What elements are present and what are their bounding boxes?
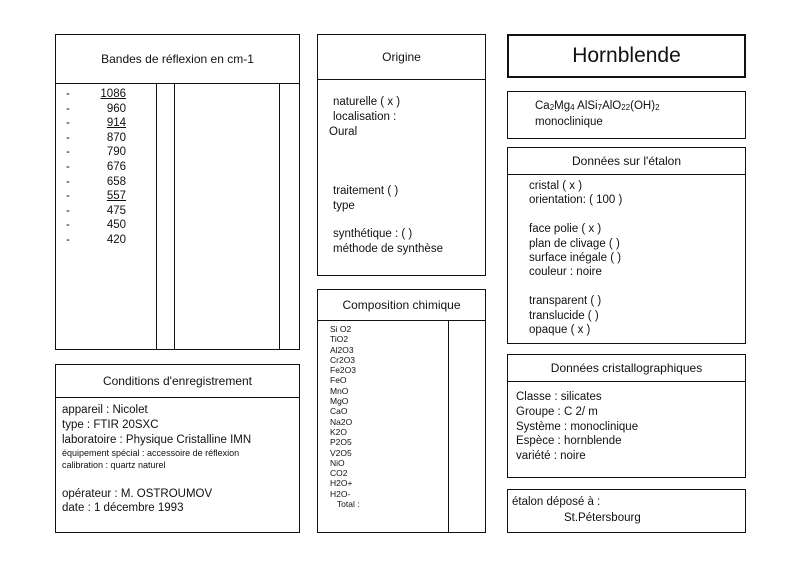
band-item <box>66 131 126 146</box>
band-value: 1086 <box>100 88 126 100</box>
transparent-field: transparent ( ) <box>529 295 602 307</box>
band-item <box>66 145 126 160</box>
band-value: 658 <box>106 175 126 188</box>
appareil-field: appareil : Nicolet <box>62 404 148 416</box>
formula-element: Ca <box>535 100 550 112</box>
conditions-title: Conditions d'enregistrement <box>102 374 253 388</box>
equipement-field: équipement spécial : accessoire de réflexion <box>62 448 240 458</box>
band-item <box>66 189 126 204</box>
formula-subscript: 2 <box>655 103 660 112</box>
traitement-field: traitement ( ) <box>333 185 399 197</box>
band-value: 450 <box>106 219 126 232</box>
band-dash: - <box>66 146 70 159</box>
composition-header <box>318 290 485 321</box>
band-dash: - <box>66 117 70 130</box>
cristallo-header <box>508 355 745 382</box>
composition-item: MgO <box>330 396 349 407</box>
band-item <box>66 175 126 190</box>
bands-title: Bandes de réflexion en cm-1 <box>101 52 254 66</box>
mineral-formula <box>535 99 660 115</box>
composition-item: NiO <box>330 457 345 468</box>
depot-place: St.Pétersbourg <box>564 512 641 524</box>
bands-list <box>66 87 126 248</box>
band-dash: - <box>66 131 70 144</box>
composition-item: H2O- <box>330 488 351 499</box>
calibration-field: calibration : quartz naturel <box>62 460 166 470</box>
crystal-system: monoclinique <box>535 116 603 128</box>
cristallo-panel <box>507 354 746 478</box>
band-item <box>66 87 126 102</box>
band-item <box>66 218 126 233</box>
systeme-field: Système : monoclinique <box>516 421 639 433</box>
band-item <box>66 233 126 248</box>
composition-item: Al2O3 <box>330 344 354 355</box>
band-dash: - <box>66 175 70 188</box>
band-dash: - <box>66 219 70 232</box>
band-value: 914 <box>106 117 126 130</box>
espece-field: Espèce : hornblende <box>516 435 622 447</box>
band-dash: - <box>66 204 70 217</box>
couleur-field: couleur : noire <box>529 266 602 278</box>
band-dash: - <box>66 102 70 115</box>
groupe-field: Groupe : C 2/ m <box>516 406 598 418</box>
localisation-value: Oural <box>329 126 358 138</box>
band-dash: - <box>66 88 70 100</box>
composition-item: Total : <box>330 499 360 510</box>
formula-subscript: 2 <box>549 103 555 112</box>
bands-panel <box>55 34 300 350</box>
band-value: 557 <box>106 190 126 203</box>
composition-item: V2O5 <box>330 447 352 458</box>
etalon-header <box>508 148 745 175</box>
cristallo-title: Données cristallographiques <box>550 361 703 375</box>
column-divider <box>279 83 280 349</box>
type-field: type <box>333 200 355 212</box>
conditions-panel <box>55 364 300 533</box>
band-value: 676 <box>106 160 126 173</box>
origine-panel <box>317 34 486 276</box>
band-value: 475 <box>106 204 126 217</box>
composition-item: H2O+ <box>330 478 353 489</box>
mineral-title-box <box>507 34 746 78</box>
composition-list <box>330 324 360 509</box>
band-item <box>66 204 126 219</box>
orientation-field: orientation: ( 100 ) <box>529 194 623 206</box>
column-divider <box>448 320 449 532</box>
plan-clivage-field: plan de clivage ( ) <box>529 238 620 250</box>
formula-element: AlO <box>602 100 622 112</box>
origine-header <box>318 35 485 80</box>
classe-field: Classe : silicates <box>516 391 602 403</box>
formula-box <box>507 91 746 139</box>
band-item <box>66 160 126 175</box>
translucide-field: translucide ( ) <box>529 310 599 322</box>
methode-field: méthode de synthèse <box>333 243 443 255</box>
conditions-header <box>56 365 299 398</box>
etalon-panel <box>507 147 746 344</box>
composition-item: Cr2O3 <box>330 354 356 365</box>
bands-header <box>56 35 299 84</box>
column-divider <box>156 83 157 349</box>
band-value: 790 <box>106 146 126 159</box>
naturelle-field: naturelle ( x ) <box>333 96 401 108</box>
composition-panel <box>317 289 486 533</box>
composition-item: Na2O <box>330 416 353 427</box>
composition-item: FeO <box>330 375 347 386</box>
cristal-field: cristal ( x ) <box>529 180 583 192</box>
formula-subscript: 7 <box>597 103 603 112</box>
composition-item: MnO <box>330 385 349 396</box>
band-dash: - <box>66 190 70 203</box>
laboratoire-field: laboratoire : Physique Cristalline IMN <box>62 434 252 446</box>
band-value: 420 <box>106 233 126 246</box>
localisation-label: localisation : <box>333 111 397 123</box>
formula-element: AlSi <box>574 100 598 112</box>
surface-inegale-field: surface inégale ( ) <box>529 252 622 264</box>
formula-subscript: 4 <box>570 103 575 112</box>
composition-item: TiO2 <box>330 334 349 345</box>
origine-title: Origine <box>382 50 421 64</box>
composition-item: CO2 <box>330 468 348 479</box>
composition-item: K2O <box>330 426 348 437</box>
column-divider <box>174 83 175 349</box>
date-field: date : 1 décembre 1993 <box>62 502 184 514</box>
composition-title: Composition chimique <box>342 298 461 312</box>
band-value: 870 <box>106 131 126 144</box>
band-item <box>66 102 126 117</box>
formula-element: (OH) <box>630 100 656 112</box>
opaque-field: opaque ( x ) <box>529 324 591 336</box>
mineral-name: Hornblende <box>572 44 681 67</box>
type-field: type : FTIR 20SXC <box>62 419 159 431</box>
composition-item: P2O5 <box>330 437 352 448</box>
band-value: 960 <box>106 102 126 115</box>
formula-element: Mg <box>554 100 571 112</box>
band-dash: - <box>66 160 70 173</box>
composition-item: Si O2 <box>330 324 352 334</box>
composition-item: CaO <box>330 406 348 417</box>
etalon-title: Données sur l'étalon <box>571 154 682 168</box>
depot-label: étalon déposé à : <box>512 496 601 508</box>
operateur-field: opérateur : M. OSTROUMOV <box>62 488 213 500</box>
synthetique-field: synthétique : ( ) <box>333 228 413 240</box>
depot-panel <box>507 489 746 533</box>
band-item <box>66 116 126 131</box>
face-polie-field: face polie ( x ) <box>529 223 602 235</box>
formula-subscript: 22 <box>621 103 631 112</box>
band-dash: - <box>66 233 70 246</box>
variete-field: variété : noire <box>516 450 586 462</box>
composition-item: Fe2O3 <box>330 365 356 376</box>
